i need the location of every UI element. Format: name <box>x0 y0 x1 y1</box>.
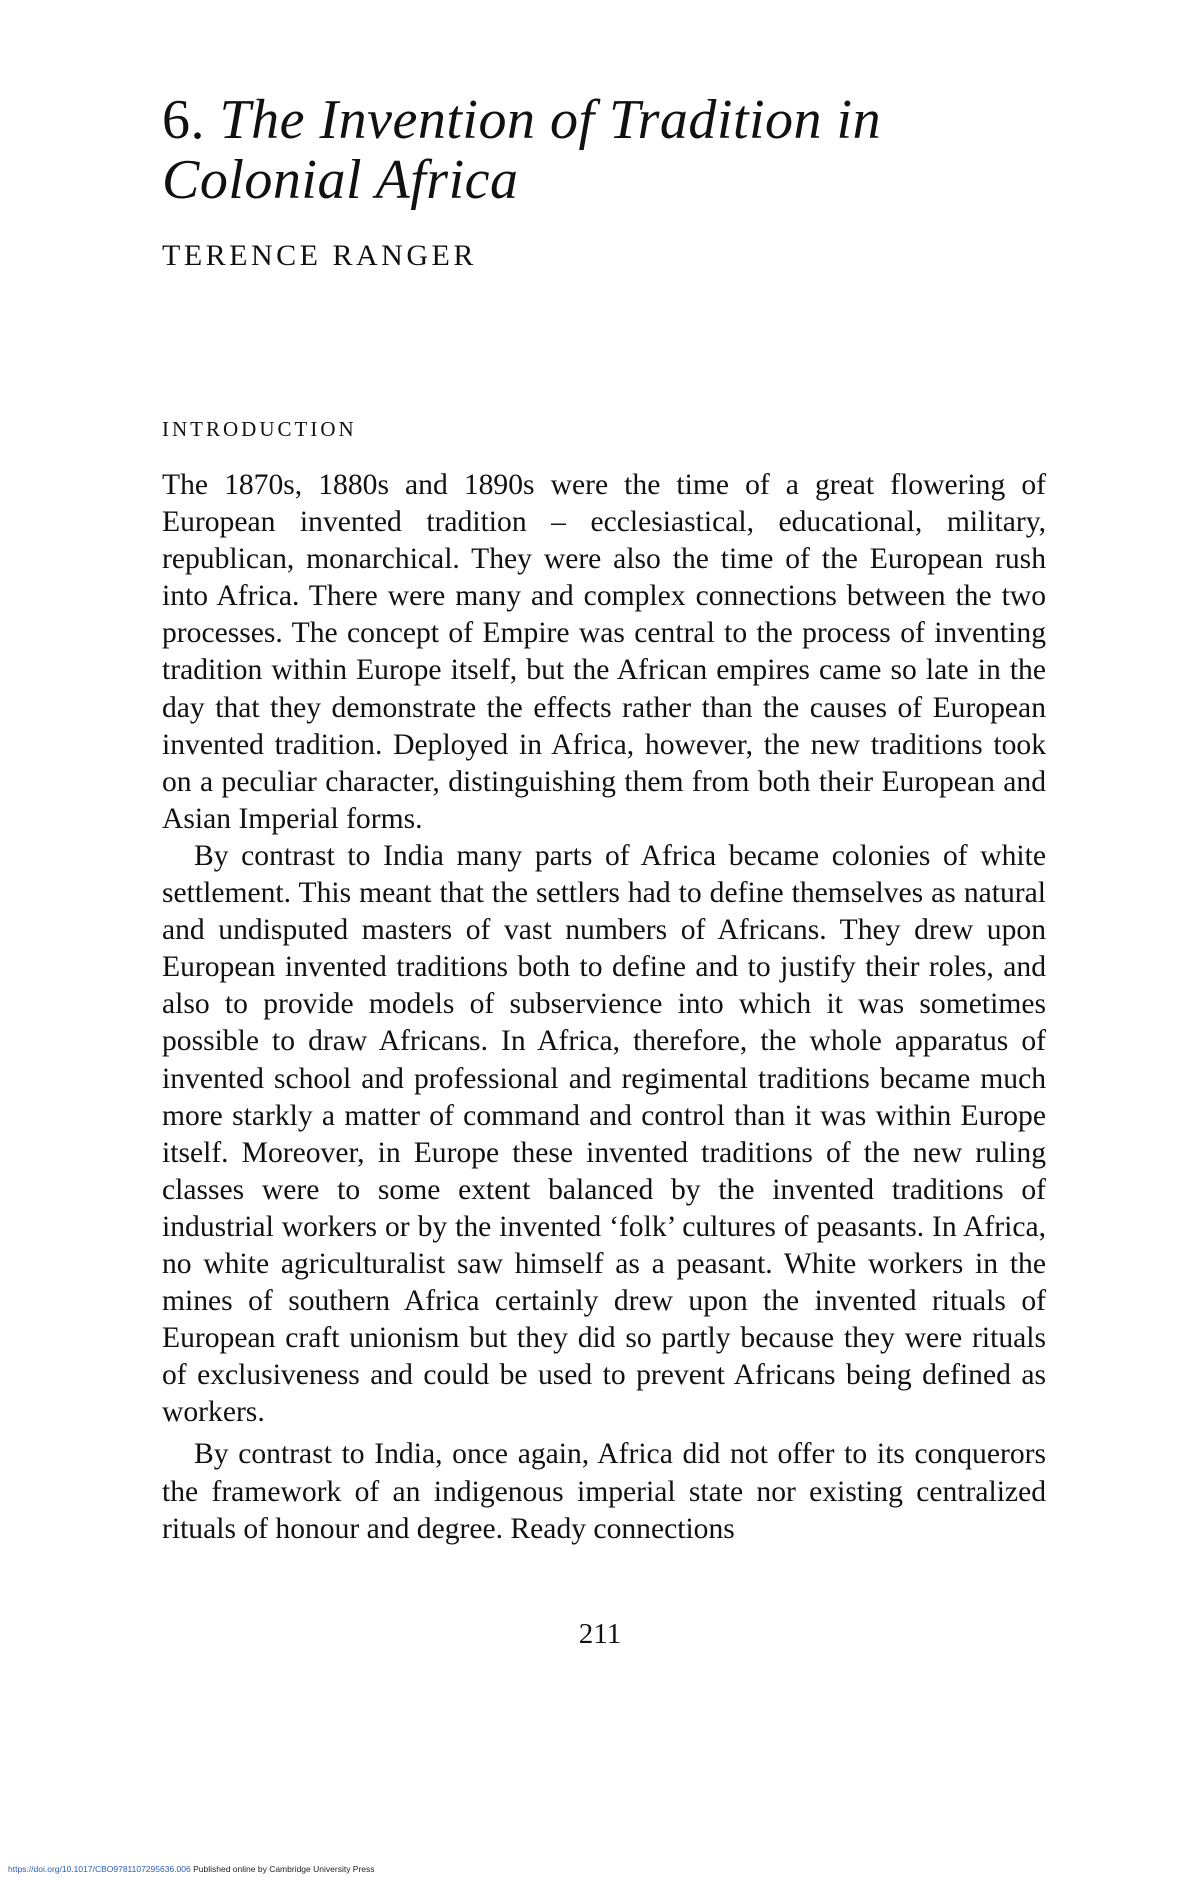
chapter-title <box>162 90 1062 210</box>
paragraph-3: By contrast to India, once again, Africa did not offer to its conquerors the framework of an indigenous imperial state nor existing centralized rituals of honour and degree. Ready connections <box>162 1438 1046 1545</box>
page-number: 211 <box>578 1618 622 1650</box>
body-text <box>162 467 1046 1548</box>
chapter-title-text: The Invention of Tradition in Colonial Africa <box>162 89 882 211</box>
publisher-note: Published online by Cambridge University Press <box>190 1864 375 1874</box>
section-heading: INTRODUCTION <box>162 417 357 441</box>
paragraph-2: By contrast to India many parts of Africa became colonies of white settlement. This meant that the settlers had to define themselves as natural and undisputed masters of vast numbers of Africans. They drew upon European invented traditions both to define and to justify their roles, and also to provide models of subservience into which it was sometimes possible to draw Africans. In Africa, therefore, the whole apparatus of invented school and professional and regimental traditions became much more starkly a matter of command and control than it was within Europe itself. Moreover, in Europe these invented traditions of the new ruling classes were to some extent balanced by the invented traditions of industrial workers or by the invented ‘folk’ cultures of peasants. In Africa, no white agriculturalist saw himself as a peasant. White workers in the mines of southern Africa certainly drew upon the invented rituals of European craft unionism but they did so partly because they were rituals of exclusiveness and could be used to prevent Africans being defined as workers. <box>162 839 1046 1429</box>
chapter-number: 6. <box>162 89 205 151</box>
author-name: TERENCE RANGER <box>162 239 477 272</box>
footer-citation <box>8 1864 375 1874</box>
paragraph-1: The 1870s, 1880s and 1890s were the time of a great flowering of European invented tradition – ecclesiastical, educational, military, republican, monarchical. They were also the time of the European rush into Africa. There were many and complex connections between the two processes. The concept of Empire was central to the process of inventing tradition within Europe itself, but the African empires came so late in the day that they demonstrate the effects rather than the causes of European invented tradition. Deployed in Africa, however, the new traditions took on a peculiar character, distinguishing them from both their European and Asian Imperial forms. <box>162 469 1046 835</box>
doi-link[interactable]: https://doi.org/10.1017/CBO9781107295636.006 <box>8 1864 191 1874</box>
